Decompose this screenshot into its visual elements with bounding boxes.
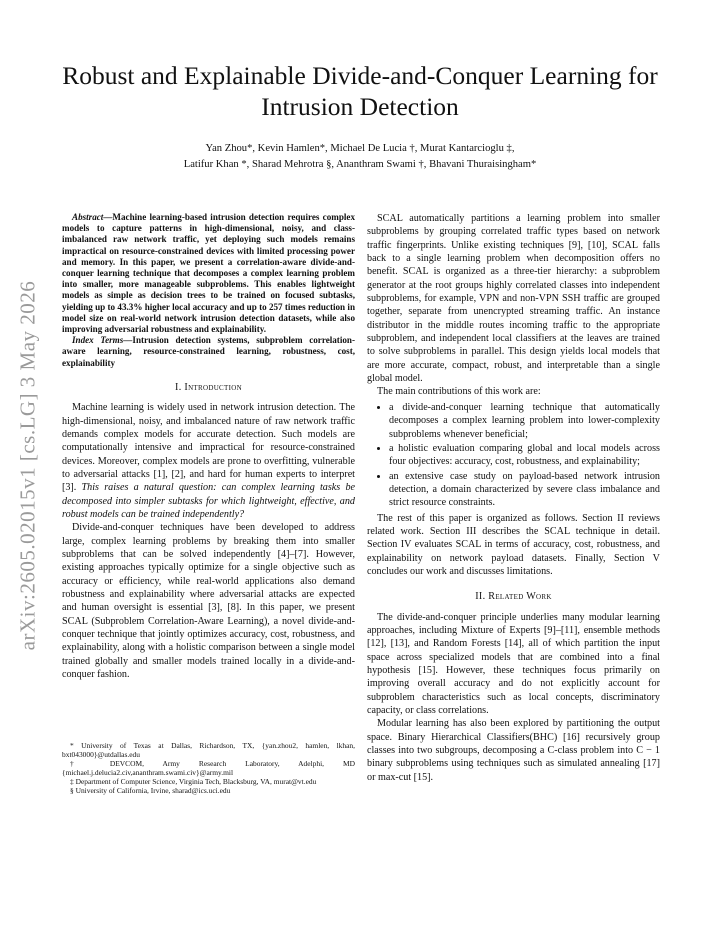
section-number: I. <box>175 381 182 393</box>
index-terms-paragraph <box>62 335 355 369</box>
section-heading-related-work <box>367 590 660 603</box>
arxiv-id-text: arXiv:2605.02015v1 [cs.LG] 3 May 2026 <box>15 280 40 650</box>
research-question: This raises a natural question: can complex learning tasks be decomposed into simpler subtasks for which lightweight, effective, and robust models can be trained independently? <box>62 482 355 520</box>
related-paragraph-2: Modular learning has also been explored by partitioning the output space. Binary Hierarchical Classifiers(BHC) [16] recursively group classes into two subgroups, decomposing a C-class problem into C − 1 binary subproblems using techniques such as simulated annealing [17] or max-cut [15]. <box>367 718 660 783</box>
scal-overview-paragraph: SCAL automatically partitions a learning problem into smaller subproblems by grouping correlated traffic types based on network traffic fingerprints. Unlike existing techniques [9], [10], SCAL falls back to a single learning problem when decomposition offers no benefit. SCAL is organized as a three-tier hierarchy: a subproblem generator at the root groups highly correlated classes into independent subproblems, for example, VPN and non-VPN SSH traffic are grouped together, separate from unencrypted streaming traffic. An instance distributor in the middle routes incoming traffic to the appropriate subproblem, and independent local classifiers at the leaves are trained to solve subproblems in parallel. This design yields local models that are more accurate, compact, robust, and interpretable than a single global model. <box>367 213 660 385</box>
author-list <box>60 141 660 173</box>
footnote-devcom: † DEVCOM, Army Research Laboratory, Adelphi, MD {michael.j.delucia2.civ,ananthram.swami.civ}@army.mil <box>62 759 355 778</box>
index-terms-text: Intrusion detection systems, subproblem correlation-aware learning, resource-constrained learning, robustness, cost, explainability <box>62 335 355 368</box>
intro-p1-text: Machine learning is widely used in network intrusion detection. The high-dimensional, noisy, and imbalanced nature of raw network traffic demands complex models for accurate detection. Such models are computationally intensive and impractical for resource-constrained devices. Moreover, complex models are prone to overfitting, vulnerable to adversarial attacks [1], [2], and hard for human experts to interpret [3]. <box>62 402 355 494</box>
paper-title: Robust and Explainable Divide-and-Conquer Learning for Intrusion Detection <box>62 61 658 121</box>
abstract-paragraph <box>62 212 355 335</box>
footnote-utd: * University of Texas at Dallas, Richardson, TX, {yan.zhou2, hamlen, lkhan, bxt043000}@utdallas.edu <box>62 741 355 760</box>
intro-paragraph-2: Divide-and-conquer techniques have been developed to address large, complex learning problems by breaking them into smaller subproblems that can be solved independently [4]–[7]. However, existing approaches typically optimize for a single objective such as accuracy or efficiency, while real-world applications also demand robustness and explainability where adversarial attacks are expected and human oversight is essential [3], [8]. In this paper, we present SCAL (Subproblem Correlation-Aware Learning), a novel divide-and-conquer technique that jointly optimizes accuracy, cost, robustness, and explainability, along with a holistic comparison between a single model trained globally and smaller models trained locally in a divide-and-conquer fashion. <box>62 522 355 681</box>
section-name: Related Work <box>488 591 552 603</box>
abstract-text: Machine learning-based intrusion detection requires complex models to capture patterns in high-dimensional, noisy, and class-imbalanced raw network traffic, yet deploying such models remains impractical on resource-constrained devices with limited processing power and memory. In this paper, we present a correlation-aware divide-and-conquer learning technique that decomposes a complex learning problem into smaller, more manageable subproblems. This enables lightweight models as simple as decision trees to be trained on focused subtasks, yielding up to 43.3% higher local accuracy and up to 257 times reduction in model size on real-world network intrusion detection datasets, while also improving adversarial robustness and explainability. <box>62 212 355 335</box>
section-heading-introduction <box>62 381 355 394</box>
left-column <box>62 212 355 681</box>
section-number: II. <box>475 591 486 603</box>
section-name: Introduction <box>184 381 242 393</box>
abstract-label: Abstract— <box>72 212 113 222</box>
contributions-intro: The main contributions of this work are: <box>377 386 541 398</box>
right-column <box>367 212 660 784</box>
contribution-item: • a divide-and-conquer learning technique that automatically decomposes a complex learning problem into lower-complexity subproblems whenever beneficial; <box>389 401 660 441</box>
abstract-block <box>62 212 355 369</box>
contribution-item: • a holistic evaluation comparing global and local models across four objectives: accuracy, cost, robustness, and explainability; <box>389 442 660 469</box>
contribution-item: • an extensive case study on payload-based network intrusion detection, a domain characterized by severe class imbalance and strict resource constraints. <box>389 470 660 510</box>
intro-paragraph-1 <box>62 401 355 521</box>
affiliation-footnotes <box>62 741 355 796</box>
contributions-list <box>367 401 660 510</box>
footnote-vt: ‡ Department of Computer Science, Virginia Tech, Blacksburg, VA, murat@vt.edu <box>70 777 317 787</box>
author-line-2: Latifur Khan *, Sharad Mehrotra §, Ananthram Swami †, Bhavani Thuraisingham* <box>183 159 537 170</box>
author-line-1: Yan Zhou*, Kevin Hamlen*, Michael De Lucia †, Murat Kantarcioglu ‡, <box>205 143 515 154</box>
arxiv-side-identifier <box>8 255 48 675</box>
organization-paragraph: The rest of this paper is organized as follows. Section II reviews related work. Section III describes the SCAL technique in detail. Section IV evaluates SCAL in terms of accuracy, cost, robustness, and explainability on network payload datasets. Finally, Section V concludes our work and discusses limitations. <box>367 512 660 577</box>
index-terms-label: Index Terms— <box>72 335 133 346</box>
footnote-uci: § University of California, Irvine, sharad@ics.uci.edu <box>70 786 231 796</box>
related-paragraph-1: The divide-and-conquer principle underlies many modular learning approaches, including Mixture of Experts [9]–[11], ensemble methods [12], [13], and Random Forests [14], all of which partition the input space across specialized models that are combined into a final hypothesis [15]. However, these techniques focus primarily on improving overall accuracy and do not explicitly account for subproblem characteristics such as local concepts, discriminatory capacity, or class correlations. <box>367 611 660 717</box>
